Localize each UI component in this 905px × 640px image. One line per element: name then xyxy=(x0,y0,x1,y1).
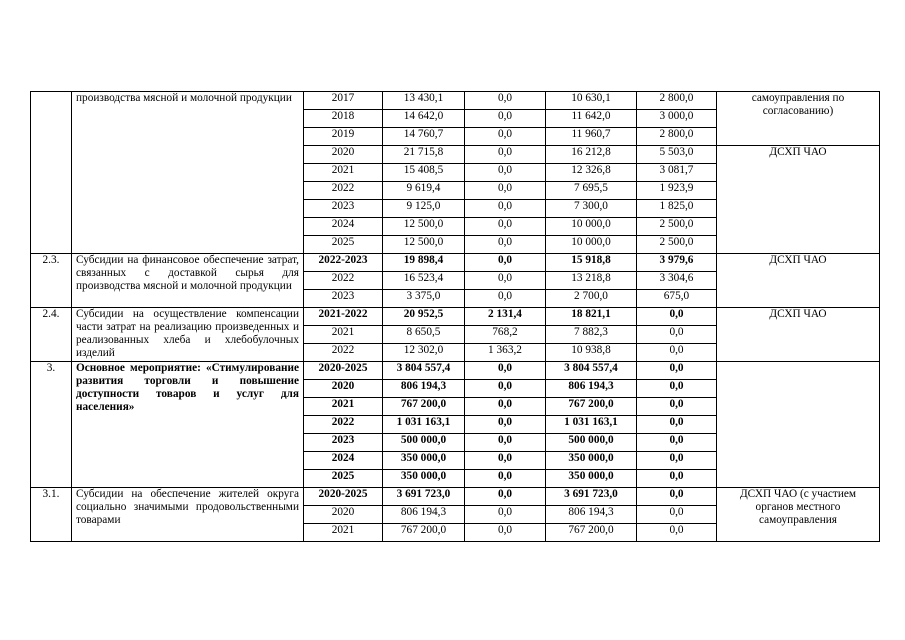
total-amount-cell: 21 715,8 xyxy=(383,146,465,164)
federal-budget-cell: 0,0 xyxy=(465,452,546,470)
responsible-executor: самоуправления по согласованию) xyxy=(717,92,880,146)
table-row xyxy=(31,362,880,380)
total-amount-cell: 12 500,0 xyxy=(383,218,465,236)
total-amount-cell: 767 200,0 xyxy=(383,524,465,542)
total-amount-cell: 14 760,7 xyxy=(383,128,465,146)
item-number xyxy=(31,92,72,254)
regional-budget-cell: 3 691 723,0 xyxy=(546,488,637,506)
year-cell: 2019 xyxy=(304,128,383,146)
regional-budget-cell: 11 960,7 xyxy=(546,128,637,146)
federal-budget-cell: 1 363,2 xyxy=(465,344,546,362)
year-cell: 2023 xyxy=(304,290,383,308)
federal-budget-cell: 0,0 xyxy=(465,398,546,416)
regional-budget-cell: 15 918,8 xyxy=(546,254,637,272)
year-cell: 2022 xyxy=(304,182,383,200)
federal-budget-cell: 0,0 xyxy=(465,434,546,452)
total-amount-cell: 16 523,4 xyxy=(383,272,465,290)
municipal-budget-cell: 2 500,0 xyxy=(637,218,717,236)
federal-budget-cell: 0,0 xyxy=(465,236,546,254)
regional-budget-cell: 13 218,8 xyxy=(546,272,637,290)
federal-budget-cell: 0,0 xyxy=(465,470,546,488)
year-cell: 2021 xyxy=(304,524,383,542)
federal-budget-cell: 0,0 xyxy=(465,290,546,308)
year-cell: 2020 xyxy=(304,506,383,524)
regional-budget-cell: 3 804 557,4 xyxy=(546,362,637,380)
regional-budget-cell: 767 200,0 xyxy=(546,398,637,416)
budget-table xyxy=(30,91,880,542)
total-amount-cell: 350 000,0 xyxy=(383,452,465,470)
federal-budget-cell: 2 131,4 xyxy=(465,308,546,326)
year-cell: 2021 xyxy=(304,326,383,344)
federal-budget-cell: 0,0 xyxy=(465,92,546,110)
total-amount-cell: 767 200,0 xyxy=(383,398,465,416)
regional-budget-cell: 350 000,0 xyxy=(546,452,637,470)
responsible-executor: ДСХП ЧАО (с участием органов местного самоуправления xyxy=(717,488,880,542)
municipal-budget-cell: 0,0 xyxy=(637,380,717,398)
federal-budget-cell: 0,0 xyxy=(465,272,546,290)
table-row xyxy=(31,254,880,272)
year-cell: 2023 xyxy=(304,434,383,452)
year-cell: 2020 xyxy=(304,146,383,164)
year-cell: 2025 xyxy=(304,236,383,254)
regional-budget-cell: 12 326,8 xyxy=(546,164,637,182)
item-description: Субсидии на финансовое обеспечение затрат, связанных с доставкой сырья для производства мясной и молочной продукции xyxy=(72,254,304,308)
federal-budget-cell: 0,0 xyxy=(465,362,546,380)
municipal-budget-cell: 0,0 xyxy=(637,434,717,452)
responsible-executor: ДСХП ЧАО xyxy=(717,254,880,308)
regional-budget-cell: 10 000,0 xyxy=(546,236,637,254)
federal-budget-cell: 0,0 xyxy=(465,110,546,128)
total-amount-cell: 9 619,4 xyxy=(383,182,465,200)
total-amount-cell: 1 031 163,1 xyxy=(383,416,465,434)
year-cell: 2021 xyxy=(304,164,383,182)
regional-budget-cell: 10 630,1 xyxy=(546,92,637,110)
item-description: Субсидии на обеспечение жителей округа социально значимыми продовольственными товарами xyxy=(72,488,304,542)
municipal-budget-cell: 2 800,0 xyxy=(637,128,717,146)
federal-budget-cell: 0,0 xyxy=(465,146,546,164)
regional-budget-cell: 10 938,8 xyxy=(546,344,637,362)
item-number: 3.1. xyxy=(31,488,72,542)
regional-budget-cell: 7 882,3 xyxy=(546,326,637,344)
year-cell: 2020 xyxy=(304,380,383,398)
municipal-budget-cell: 2 800,0 xyxy=(637,92,717,110)
municipal-budget-cell: 0,0 xyxy=(637,344,717,362)
total-amount-cell: 12 302,0 xyxy=(383,344,465,362)
year-cell: 2024 xyxy=(304,452,383,470)
regional-budget-cell: 350 000,0 xyxy=(546,470,637,488)
regional-budget-cell: 2 700,0 xyxy=(546,290,637,308)
year-cell: 2021 xyxy=(304,398,383,416)
municipal-budget-cell: 3 081,7 xyxy=(637,164,717,182)
year-cell: 2022 xyxy=(304,344,383,362)
federal-budget-cell: 0,0 xyxy=(465,488,546,506)
regional-budget-cell: 18 821,1 xyxy=(546,308,637,326)
responsible-executor xyxy=(717,362,880,488)
total-amount-cell: 12 500,0 xyxy=(383,236,465,254)
federal-budget-cell: 0,0 xyxy=(465,254,546,272)
municipal-budget-cell: 0,0 xyxy=(637,524,717,542)
municipal-budget-cell: 0,0 xyxy=(637,470,717,488)
total-amount-cell: 8 650,5 xyxy=(383,326,465,344)
year-cell: 2022-2023 xyxy=(304,254,383,272)
year-cell: 2025 xyxy=(304,470,383,488)
municipal-budget-cell: 0,0 xyxy=(637,326,717,344)
total-amount-cell: 9 125,0 xyxy=(383,200,465,218)
item-description: производства мясной и молочной продукции xyxy=(72,92,304,254)
municipal-budget-cell: 0,0 xyxy=(637,452,717,470)
municipal-budget-cell: 0,0 xyxy=(637,488,717,506)
year-cell: 2024 xyxy=(304,218,383,236)
total-amount-cell: 3 691 723,0 xyxy=(383,488,465,506)
regional-budget-cell: 806 194,3 xyxy=(546,506,637,524)
regional-budget-cell: 1 031 163,1 xyxy=(546,416,637,434)
year-cell: 2022 xyxy=(304,416,383,434)
table-row xyxy=(31,308,880,326)
year-cell: 2020-2025 xyxy=(304,362,383,380)
item-description: Субсидии на осуществление компенсации части затрат на реализацию произведенных и реализованных хлеба и хлебобулочных изделий xyxy=(72,308,304,362)
year-cell: 2021-2022 xyxy=(304,308,383,326)
year-cell: 2022 xyxy=(304,272,383,290)
total-amount-cell: 806 194,3 xyxy=(383,380,465,398)
municipal-budget-cell: 675,0 xyxy=(637,290,717,308)
regional-budget-cell: 7 695,5 xyxy=(546,182,637,200)
total-amount-cell: 13 430,1 xyxy=(383,92,465,110)
responsible-executor: ДСХП ЧАО xyxy=(717,308,880,362)
total-amount-cell: 20 952,5 xyxy=(383,308,465,326)
municipal-budget-cell: 0,0 xyxy=(637,362,717,380)
municipal-budget-cell: 1 825,0 xyxy=(637,200,717,218)
municipal-budget-cell: 3 304,6 xyxy=(637,272,717,290)
table-row xyxy=(31,488,880,506)
item-description: Основное мероприятие: «Стимулирование развития торговли и повышение доступности товаров и услуг для населения» xyxy=(72,362,304,488)
federal-budget-cell: 0,0 xyxy=(465,164,546,182)
regional-budget-cell: 767 200,0 xyxy=(546,524,637,542)
federal-budget-cell: 0,0 xyxy=(465,380,546,398)
regional-budget-cell: 16 212,8 xyxy=(546,146,637,164)
municipal-budget-cell: 0,0 xyxy=(637,506,717,524)
federal-budget-cell: 0,0 xyxy=(465,218,546,236)
regional-budget-cell: 10 000,0 xyxy=(546,218,637,236)
municipal-budget-cell: 5 503,0 xyxy=(637,146,717,164)
item-number: 3. xyxy=(31,362,72,488)
total-amount-cell: 350 000,0 xyxy=(383,470,465,488)
total-amount-cell: 15 408,5 xyxy=(383,164,465,182)
total-amount-cell: 806 194,3 xyxy=(383,506,465,524)
total-amount-cell: 3 375,0 xyxy=(383,290,465,308)
total-amount-cell: 14 642,0 xyxy=(383,110,465,128)
municipal-budget-cell: 0,0 xyxy=(637,416,717,434)
municipal-budget-cell: 3 979,6 xyxy=(637,254,717,272)
year-cell: 2020-2025 xyxy=(304,488,383,506)
year-cell: 2018 xyxy=(304,110,383,128)
year-cell: 2017 xyxy=(304,92,383,110)
municipal-budget-cell: 1 923,9 xyxy=(637,182,717,200)
federal-budget-cell: 0,0 xyxy=(465,200,546,218)
municipal-budget-cell: 3 000,0 xyxy=(637,110,717,128)
responsible-executor: ДСХП ЧАО xyxy=(717,146,880,254)
federal-budget-cell: 768,2 xyxy=(465,326,546,344)
regional-budget-cell: 806 194,3 xyxy=(546,380,637,398)
federal-budget-cell: 0,0 xyxy=(465,128,546,146)
item-number: 2.3. xyxy=(31,254,72,308)
year-cell: 2023 xyxy=(304,200,383,218)
regional-budget-cell: 11 642,0 xyxy=(546,110,637,128)
total-amount-cell: 500 000,0 xyxy=(383,434,465,452)
municipal-budget-cell: 2 500,0 xyxy=(637,236,717,254)
regional-budget-cell: 500 000,0 xyxy=(546,434,637,452)
municipal-budget-cell: 0,0 xyxy=(637,308,717,326)
federal-budget-cell: 0,0 xyxy=(465,416,546,434)
total-amount-cell: 19 898,4 xyxy=(383,254,465,272)
federal-budget-cell: 0,0 xyxy=(465,506,546,524)
federal-budget-cell: 0,0 xyxy=(465,524,546,542)
table-row xyxy=(31,92,880,110)
item-number: 2.4. xyxy=(31,308,72,362)
municipal-budget-cell: 0,0 xyxy=(637,398,717,416)
regional-budget-cell: 7 300,0 xyxy=(546,200,637,218)
federal-budget-cell: 0,0 xyxy=(465,182,546,200)
total-amount-cell: 3 804 557,4 xyxy=(383,362,465,380)
